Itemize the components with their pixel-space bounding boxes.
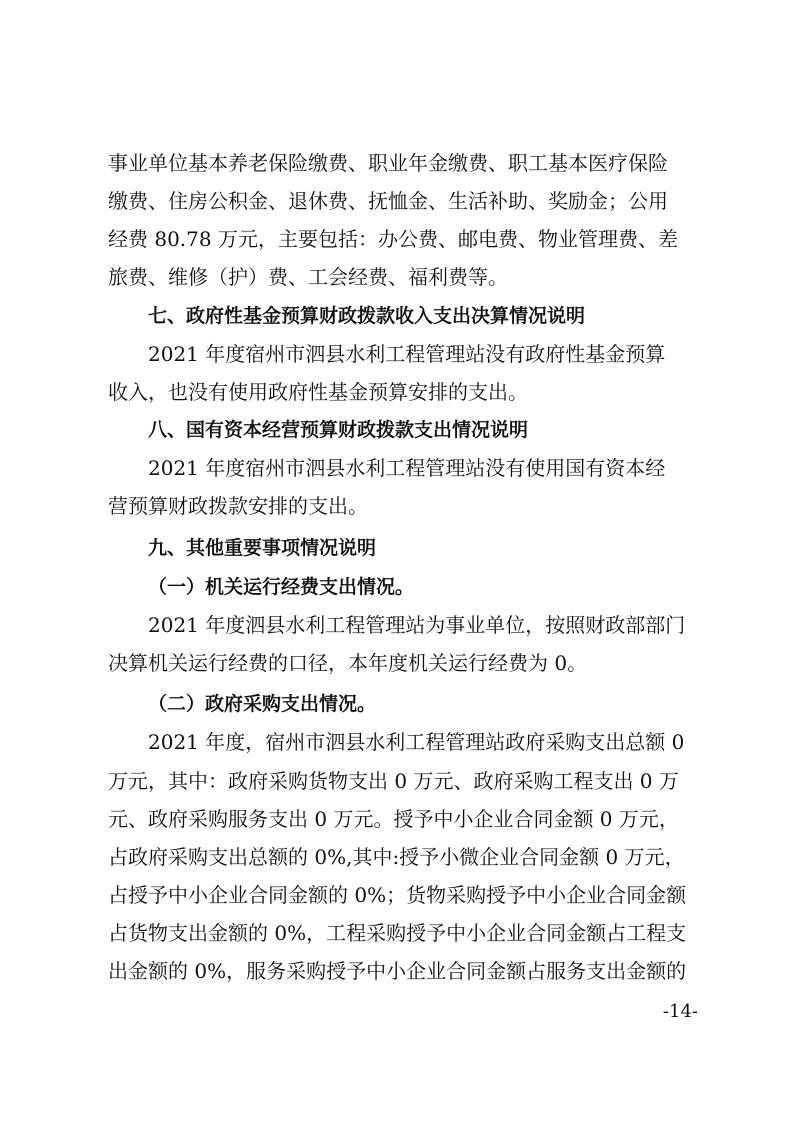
body-text-line: 2021 年度宿州市泗县水利工程管理站没有使用国有资本经 xyxy=(148,456,666,480)
body-text-line: 营预算财政拨款安排的支出。 xyxy=(108,494,368,518)
section-heading-7: 七、政府性基金预算财政拨款收入支出决算情况说明 xyxy=(148,305,586,327)
page-number: -14- xyxy=(662,1001,698,1022)
body-text-line: 旅费、维修（护）费、工会经费、福利费等。 xyxy=(108,265,508,289)
body-text-line: 缴费、住房公积金、退休费、抚恤金、生活补助、奖励金；公用 xyxy=(108,189,668,213)
body-text-line: 2021 年度泗县水利工程管理站为事业单位，按照财政部部门 xyxy=(148,613,686,637)
body-text-line: 万元，其中：政府采购货物支出 0 万元、政府采购工程支出 0 万 xyxy=(108,769,679,793)
subsection-heading-1: （一）机关运行经费支出情况。 xyxy=(148,576,415,598)
subsection-heading-2: （二）政府采购支出情况。 xyxy=(148,693,377,715)
body-text-line: 2021 年度宿州市泗县水利工程管理站没有政府性基金预算 xyxy=(148,342,666,366)
section-heading-8: 八、国有资本经营预算财政拨款支出情况说明 xyxy=(148,419,529,441)
body-text-line: 决算机关运行经费的口径，本年度机关运行经费为 0。 xyxy=(108,651,588,675)
body-text-line: 2021 年度，宿州市泗县水利工程管理站政府采购支出总额 0 xyxy=(148,730,685,754)
body-text-line: 经费 80.78 万元，主要包括：办公费、邮电费、物业管理费、差 xyxy=(108,227,678,251)
body-text-line: 收入，也没有使用政府性基金预算安排的支出。 xyxy=(108,380,528,404)
body-text-line: 占政府采购支出总额的 0%,其中:授予小微企业合同金额 0 万元， xyxy=(108,845,685,869)
section-heading-9: 九、其他重要事项情况说明 xyxy=(148,537,377,559)
body-text-line: 占货物支出金额的 0%，工程采购授予中小企业合同金额占工程支 xyxy=(108,921,687,945)
body-text-line: 占授予中小企业合同金额的 0%；货物采购授予中小企业合同金额 xyxy=(108,883,687,907)
body-text-line: 元、政府采购服务支出 0 万元。授予中小企业合同金额 0 万元， xyxy=(108,807,679,831)
body-text-line: 出金额的 0%，服务采购授予中小企业合同金额占服务支出金额的 xyxy=(108,959,687,983)
body-text-line: 事业单位基本养老保险缴费、职业年金缴费、职工基本医疗保险 xyxy=(108,151,668,175)
